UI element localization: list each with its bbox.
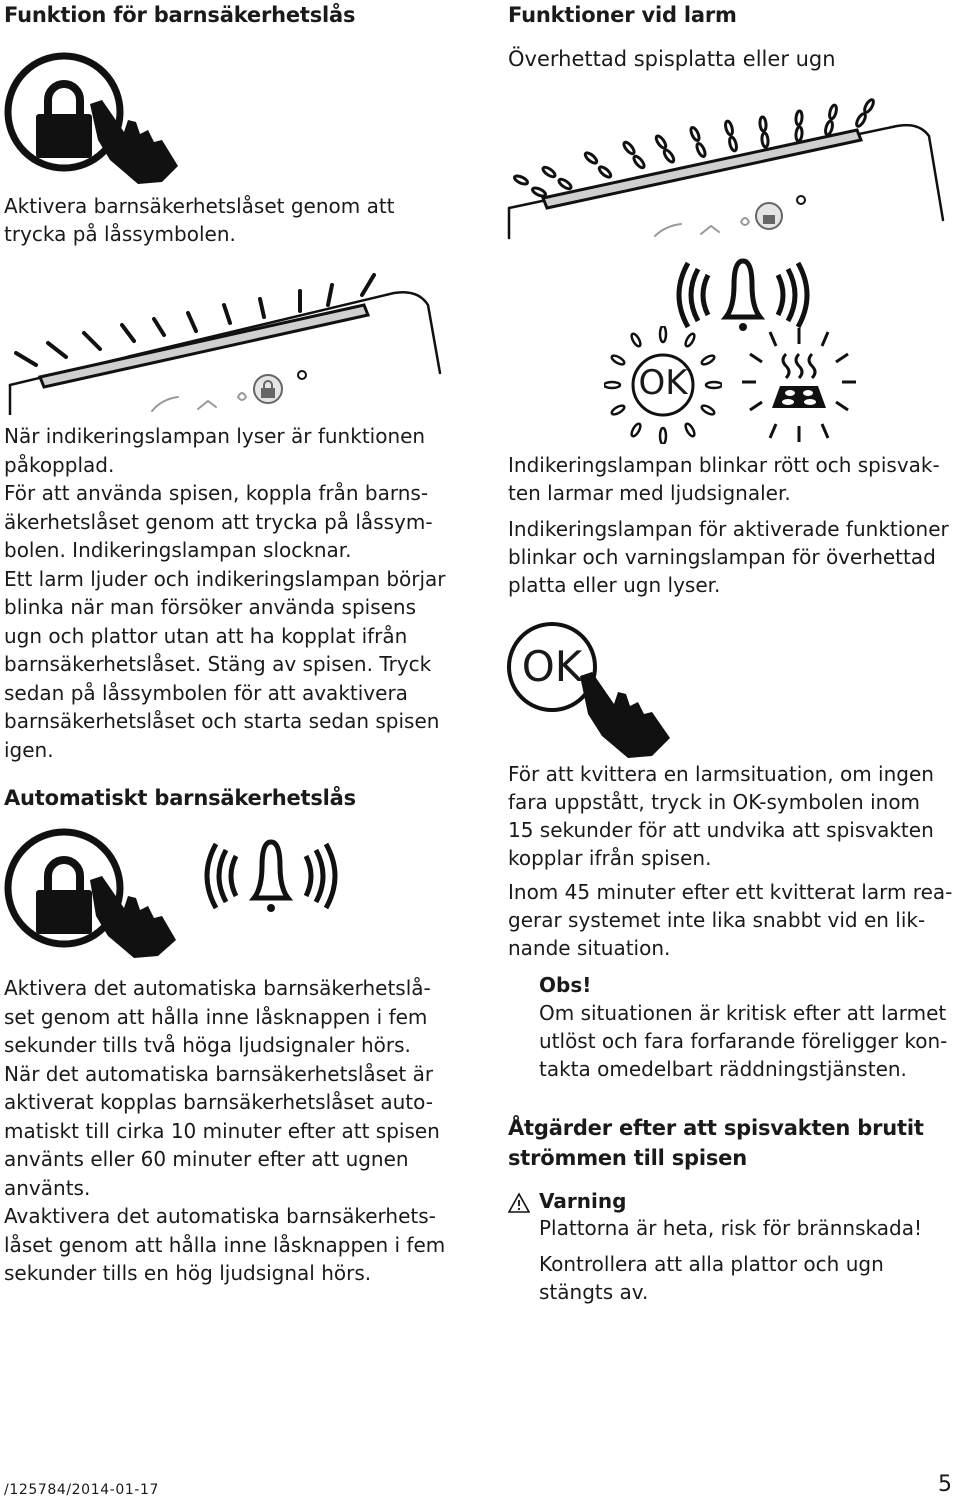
bell-alarm-icon: [196, 836, 346, 916]
check-text: Kontrollera att alla plattor och ugn stängts av.: [539, 1252, 884, 1304]
lock-hand-icon: [2, 36, 182, 186]
lock-hand-icon-auto: [2, 822, 182, 972]
bell-alarm-icon-right: [668, 255, 818, 335]
heading-actions: Åtgärder efter att spisvakten brutit strömmen till spisen: [508, 1116, 924, 1170]
heading-auto-lock: Automatiskt barnsäkerhetslås: [4, 786, 356, 810]
ok-blinking-label: OK: [638, 363, 688, 403]
hot-plate-warning-icon: [740, 326, 858, 444]
warning-text: Plattorna är heta, risk för brännskada!: [539, 1216, 922, 1240]
footer-doc-id: /125784/2014-01-17: [4, 1482, 160, 1498]
note-text: Om situationen är kritisk efter att larmet utlöst och fara forfarande föreligger kon- takta omedelbart räddningstjänsten.: [539, 1001, 948, 1081]
paragraph-acknowledge: För att kvittera en larmsituation, om ingen fara uppstått, tryck in OK-symbolen inom 15 sekunder för att undvika att spisvakten kopplar ifrån spisen. Inom 45 minuter efter ett kvitterat larm rea- gerar systemet inte lika snabbt vid en lik- nande situation.: [508, 762, 953, 960]
heading-alarm-functions: Funktioner vid larm: [508, 3, 737, 27]
paragraph-indicator: När indikeringslampan lyser är funktionen påkopplad. För att använda spisen, koppla från barns- äkerhetslåset genom att trycka på låssym- bolen. Indikeringslampan slocknar. Ett larm ljuder och indikeringslampan börjar blinka när man försöker använda spisens ugn och plattor utan att ha kopplat ifrån barnsäkerhetslåset. Stäng av spisen. Tryck sedan på låssymbolen för att avaktivera barnsäkerhetslåset och starta sedan spisen igen.: [4, 424, 446, 762]
paragraph-blink: Indikeringslampan blinkar rött och spisvak- ten larmar med ljudsignaler. Indikeringslampan för aktiverade funktioner blinkar och varningslampan för överhettad platta eller ugn lyser.: [508, 453, 949, 597]
paragraph-activate: Aktivera barnsäkerhetslåset genom att trycka på låssymbolen.: [4, 194, 395, 246]
stove-panel-lock-illustration: [2, 265, 462, 415]
page-number: 5: [938, 1472, 952, 1497]
heading-lock-function: Funktion för barnsäkerhetslås: [4, 3, 356, 27]
paragraph-auto: Aktivera det automatiska barnsäkerhetslå- set genom att hålla inne låsknappen i fem sekunder tills två höga ljudsignaler hörs. När det automatiska barnsäkerhetslåset är aktiverat kopplas barnsäkerhetslåset auto- matiskt till cirka 10 minuter efter att spisen använts eller 60 minuter efter att ugnen använts. Avaktivera det automatiska barnsäkerhets- låset genom att hålla inne låsknappen i fem sekunder tills en hög ljudsignal hörs.: [4, 976, 446, 1285]
stove-panel-alarm-illustration: [505, 98, 945, 248]
warning-triangle-icon: [508, 1192, 530, 1214]
ok-button-label: OK: [521, 642, 583, 691]
ok-button-icon[interactable]: [506, 620, 686, 770]
note-title: Obs!: [539, 973, 592, 997]
ok-blinking-icon: [604, 326, 722, 444]
subheading-overheat: Överhettad spisplatta eller ugn: [508, 47, 836, 71]
warning-title: Varning: [539, 1189, 627, 1213]
